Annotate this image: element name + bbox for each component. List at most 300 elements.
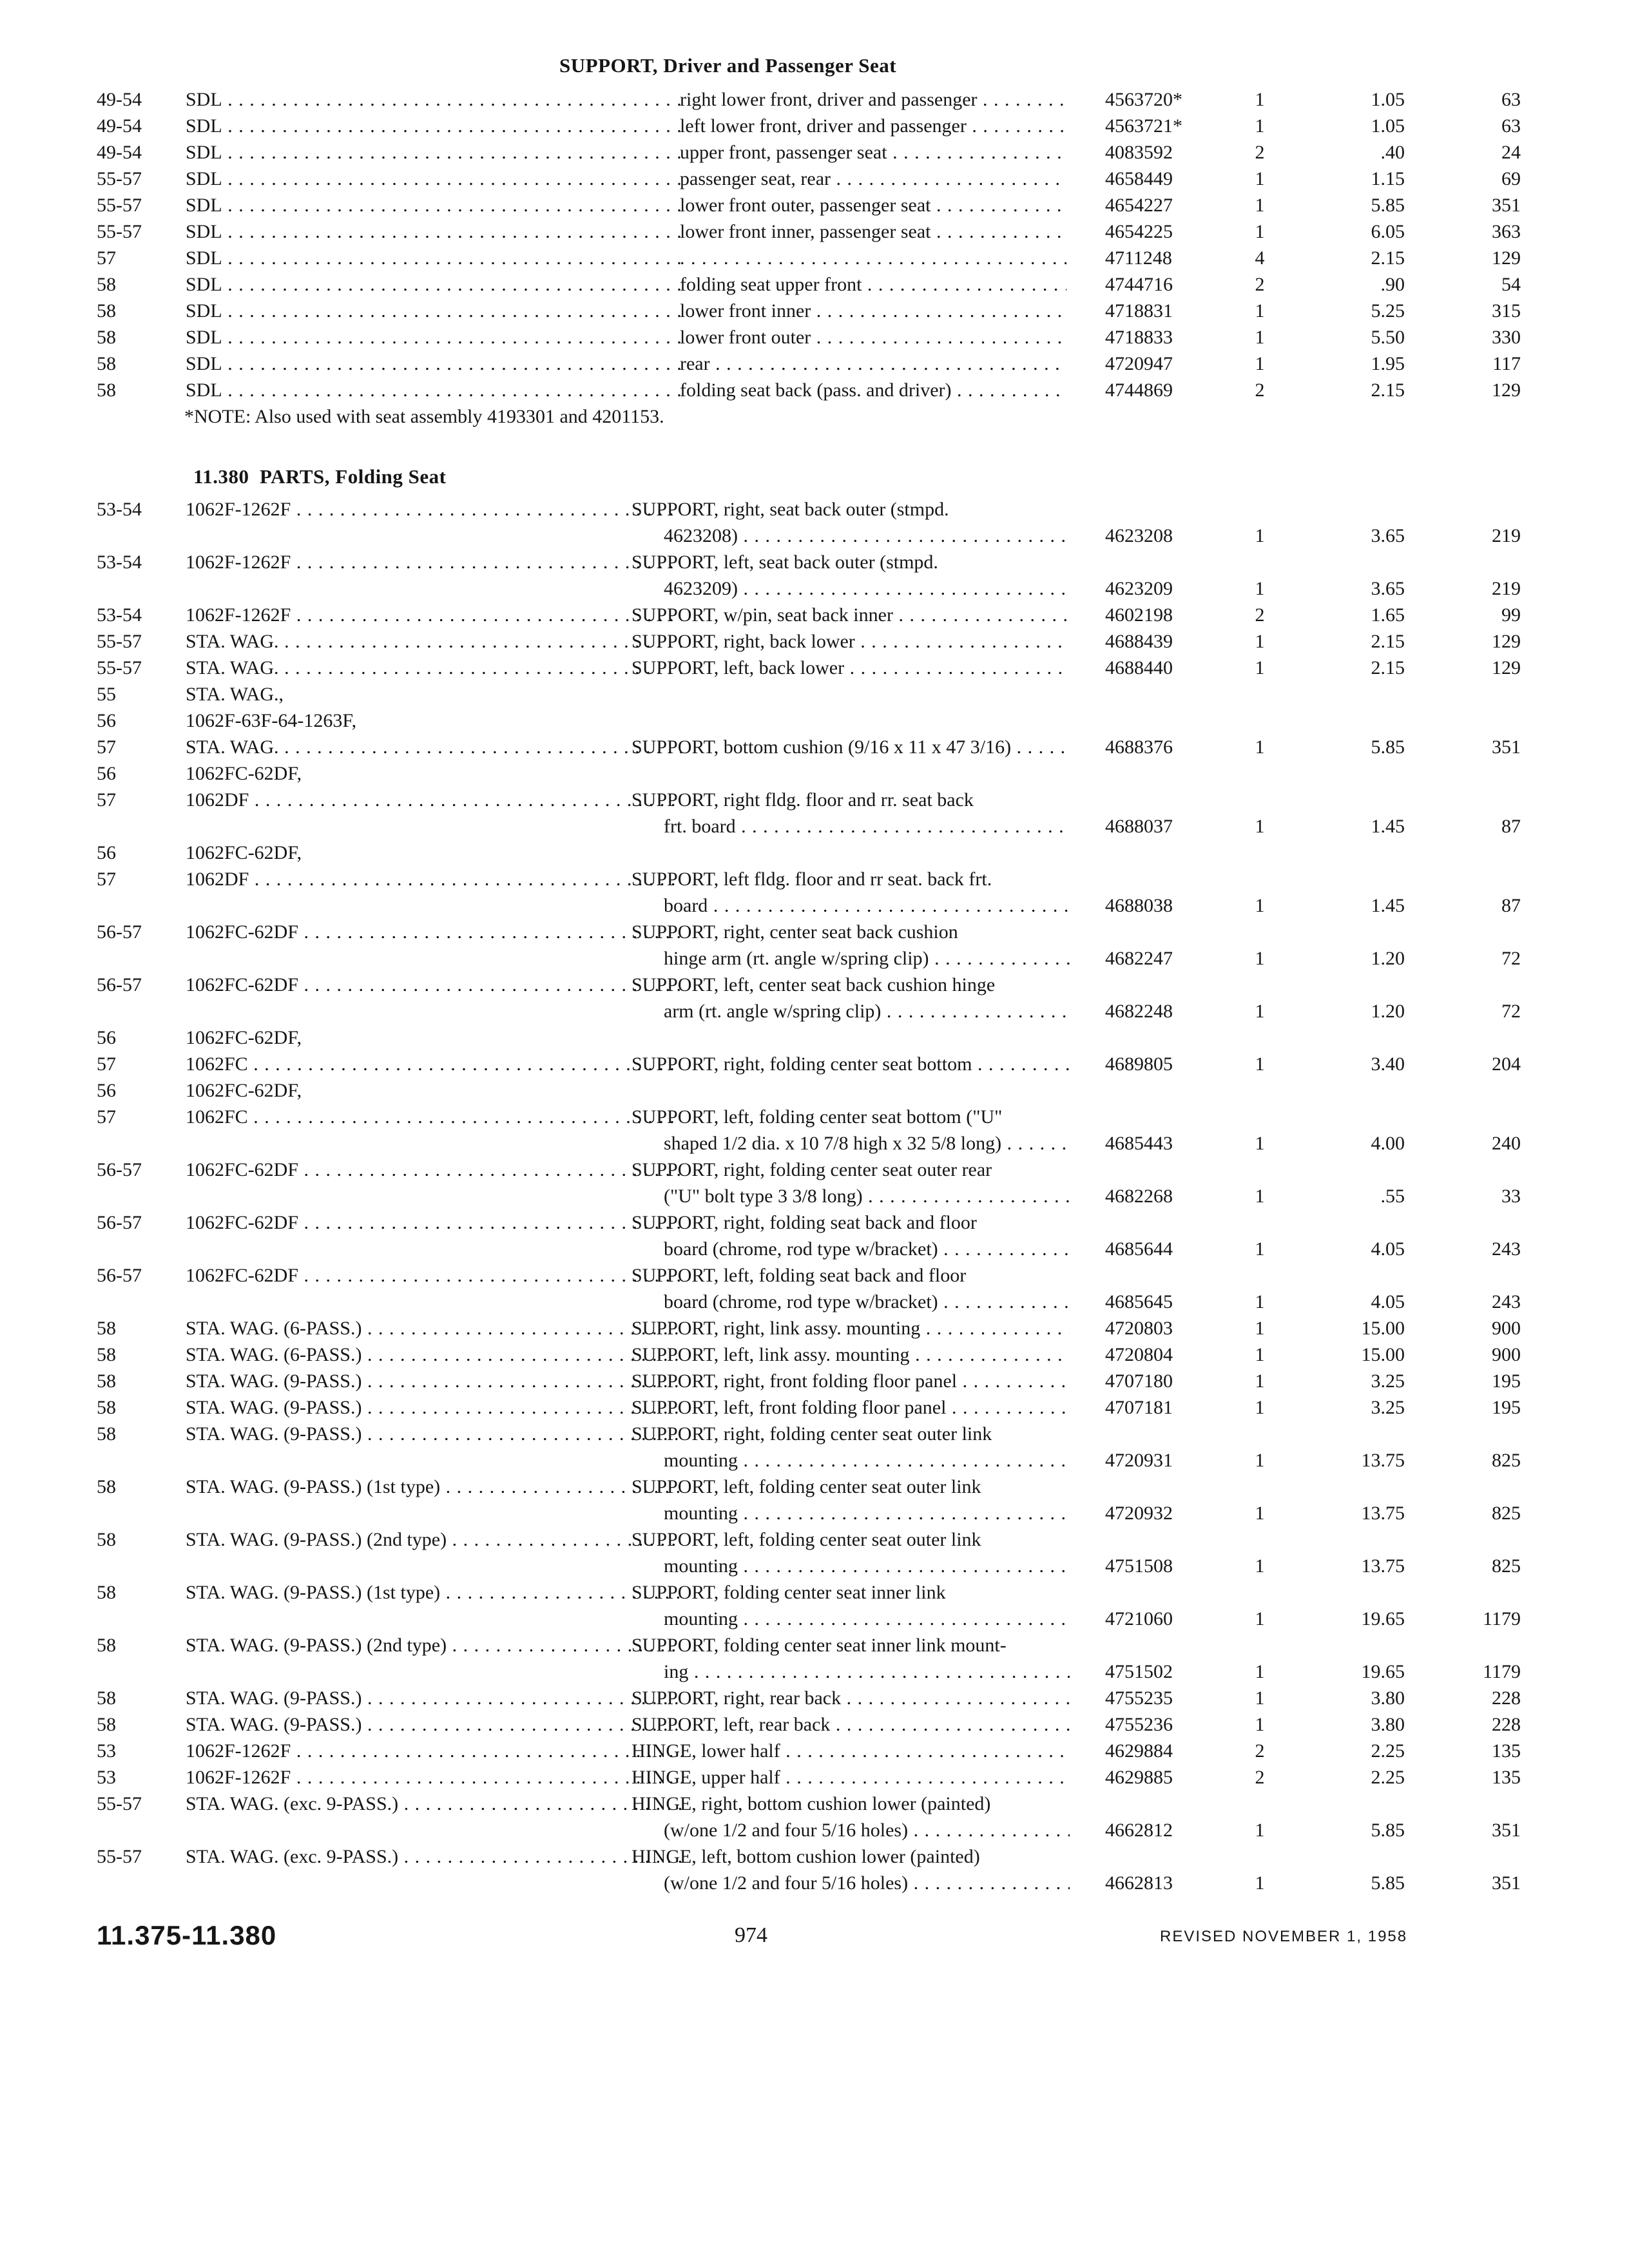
part-number: 4629884 [1105,1740,1173,1762]
table-row [97,1209,1456,1236]
body-model: 1062DF . . . [186,866,682,892]
part-description: SUPPORT, left, center seat back cushion hinge [631,974,996,995]
table-row [97,139,1521,166]
body-model: SDL . . . [186,324,688,351]
part-number: 4718831 [1105,300,1173,322]
model-year: 53-54 [97,604,142,626]
part-number: 4563720* [1105,89,1182,110]
quantity: 1 [1255,1397,1265,1418]
model-year: 55 [97,684,116,705]
weight: 825 [1492,1555,1521,1577]
table-row [97,681,1456,707]
part-description: SUPPORT, right fldg. floor and rr. seat back [631,789,974,811]
part-description: SUPPORT, left, back lower . . . [631,655,1070,681]
price: 5.25 [1371,300,1405,322]
model-year: 55-57 [97,1846,142,1867]
weight: 117 [1492,353,1521,374]
price: 1.20 [1371,1001,1405,1022]
table-row [97,1791,1456,1817]
price: 3.40 [1371,1053,1405,1075]
table-row [97,1579,1456,1606]
weight: 351 [1492,1820,1521,1841]
model-year: 56 [97,763,116,784]
quantity: 1 [1255,1872,1265,1894]
part-number: 4721060 [1105,1608,1173,1629]
body-model: 1062FC . . . [186,1051,682,1077]
price: 3.65 [1371,578,1405,599]
price: 4.05 [1371,1238,1405,1260]
model-year: 56-57 [97,1212,142,1233]
model-year: 57 [97,869,116,890]
part-number: 4658449 [1105,168,1173,189]
quantity: 2 [1255,604,1265,626]
body-model: SDL . . . [186,377,688,403]
table-row [97,813,1521,840]
model-year: 56-57 [97,1159,142,1180]
body-model: SDL . . . [186,351,688,377]
body-model: STA. WAG. (9-PASS.) . . . [186,1421,682,1447]
part-description: SUPPORT, left fldg. floor and rr seat. back frt. [631,869,992,890]
quantity: 1 [1255,631,1265,652]
part-number: 4685443 [1105,1133,1173,1154]
section-number: 11.380 [193,465,249,488]
part-number: 4662813 [1105,1872,1173,1894]
model-year: 57 [97,789,116,811]
model-year: 55-57 [97,631,142,652]
page-number: 974 [735,1923,767,1947]
price: 3.25 [1371,1370,1405,1392]
quantity: 1 [1255,1450,1265,1471]
part-number: 4707180 [1105,1370,1173,1392]
weight: 24 [1501,142,1521,163]
part-description: SUPPORT, left, link assy. mounting . . . [631,1341,1070,1368]
weight: 87 [1501,816,1521,837]
model-year: 58 [97,1344,116,1365]
part-description: board (chrome, rod type w/bracket) . . . [664,1236,1070,1262]
table-row [97,1738,1521,1764]
table-row [97,245,1521,271]
quantity: 1 [1255,353,1265,374]
part-description: SUPPORT, left, folding center seat outer link [631,1529,981,1550]
model-year: 58 [97,300,116,322]
part-description: SUPPORT, folding center seat inner link mount- [631,1635,1007,1656]
table-row [97,1157,1456,1183]
part-description: ing . . . [664,1658,1070,1685]
model-year: 58 [97,1529,116,1550]
table-row [97,549,1456,575]
part-description: lower front inner, passenger seat . . . [680,218,1066,245]
model-year: 55-57 [97,195,142,216]
quantity: 1 [1255,948,1265,969]
price: 3.25 [1371,1397,1405,1418]
price: 15.00 [1361,1318,1405,1339]
table-row [97,655,1521,681]
body-model: 1062FC-62DF, [186,842,302,863]
weight: 351 [1492,736,1521,758]
support-parts-table [97,86,1521,403]
model-year: 55-57 [97,657,142,678]
footnote: *NOTE: Also used with seat assembly 4193301 and 4201153. [184,406,664,427]
body-model: 1062FC-62DF . . . [186,1157,682,1183]
price: .55 [1380,1186,1405,1207]
body-model: 1062FC-62DF, [186,763,302,784]
weight: 129 [1492,631,1521,652]
price: 1.65 [1371,604,1405,626]
model-year: 56 [97,842,116,863]
body-model: SDL . . . [186,113,688,139]
part-description: SUPPORT, left, folding center seat bottom ("U" [631,1106,1003,1128]
body-model: 1062F-1262F . . . [186,1764,682,1791]
table-row [97,1817,1521,1843]
weight: 219 [1492,578,1521,599]
body-model: SDL . . . [186,166,688,192]
price: 13.75 [1361,1555,1405,1577]
table-row [97,1658,1521,1685]
table-row [97,166,1521,192]
part-description: SUPPORT, right, front folding floor panel . . . [631,1368,1070,1394]
body-model: STA. WAG. . . . [186,734,682,760]
part-number: 4563721* [1105,115,1182,137]
table-row [97,998,1521,1024]
quantity: 2 [1255,274,1265,295]
price: 5.85 [1371,1820,1405,1841]
table-row [97,919,1456,945]
part-number: 4682247 [1105,948,1173,969]
part-number: 4720947 [1105,353,1173,374]
table-row [97,86,1521,113]
part-description: SUPPORT, right, folding center seat outer rear [631,1159,992,1180]
section-title-support: SUPPORT, Driver and Passenger Seat [559,54,897,77]
table-row [97,575,1521,602]
quantity: 1 [1255,195,1265,216]
part-number: 4602198 [1105,604,1173,626]
weight: 135 [1492,1740,1521,1762]
weight: 330 [1492,327,1521,348]
price: 19.65 [1361,1608,1405,1629]
revision-date: REVISED NOVEMBER 1, 1958 [1160,1928,1408,1945]
quantity: 2 [1255,1740,1265,1762]
weight: 825 [1492,1503,1521,1524]
part-number: 4755236 [1105,1714,1173,1735]
part-number: 4685644 [1105,1238,1173,1260]
price: 13.75 [1361,1450,1405,1471]
part-description: rear . . . [680,351,1066,377]
quantity: 1 [1255,1238,1265,1260]
weight: 129 [1492,247,1521,269]
model-year: 58 [97,1423,116,1445]
table-row [97,734,1521,760]
body-model: SDL . . . [186,218,688,245]
part-number: 4720803 [1105,1318,1173,1339]
table-row [97,1341,1521,1368]
weight: 69 [1501,168,1521,189]
table-row [97,1183,1521,1209]
weight: 72 [1501,1001,1521,1022]
body-model: 1062FC-62DF, [186,1027,302,1048]
body-model: 1062DF . . . [186,787,682,813]
part-description: mounting . . . [664,1606,1070,1632]
folding-seat-parts-table [97,496,1521,1896]
model-year: 57 [97,247,116,269]
table-row [97,760,1456,787]
weight: 195 [1492,1370,1521,1392]
body-model: 1062F-1262F . . . [186,1738,682,1764]
body-model: STA. WAG. (9-PASS.) . . . [186,1711,682,1738]
model-year: 53 [97,1767,116,1788]
part-number: 4623209 [1105,578,1173,599]
price: 3.65 [1371,525,1405,546]
part-description: shaped 1/2 dia. x 10 7/8 high x 32 5/8 long) . . . [664,1130,1070,1157]
part-description: 4623208) . . . [664,523,1070,549]
model-year: 49-54 [97,115,142,137]
price: 4.05 [1371,1291,1405,1312]
table-row [97,1870,1521,1896]
price: 1.05 [1371,89,1405,110]
quantity: 1 [1255,1503,1265,1524]
part-description: (w/one 1/2 and four 5/16 holes) . . . [664,1870,1070,1896]
table-row [97,271,1521,298]
model-year: 56-57 [97,974,142,995]
weight: 825 [1492,1450,1521,1471]
body-model: STA. WAG. (9-PASS.) (1st type) . . . [186,1474,682,1500]
weight: 63 [1501,89,1521,110]
weight: 228 [1492,1687,1521,1709]
part-description: mounting . . . [664,1447,1070,1474]
body-model: 1062FC-62DF . . . [186,972,682,998]
quantity: 1 [1255,1820,1265,1841]
model-year: 57 [97,1106,116,1128]
body-model: STA. WAG. (9-PASS.) (1st type) . . . [186,1579,682,1606]
body-model: 1062F-1262F . . . [186,496,682,523]
part-number: 4688038 [1105,895,1173,916]
model-year: 56 [97,1080,116,1101]
body-model: SDL . . . [186,298,688,324]
table-row [97,377,1521,403]
table-row [97,1077,1456,1104]
table-row [97,1104,1456,1130]
table-row [97,1843,1456,1870]
part-description: SUPPORT, right, folding center seat bottom . . . [631,1051,1070,1077]
part-number: 4083592 [1105,142,1173,163]
part-description: lower front outer . . . [680,324,1066,351]
table-row [97,1024,1456,1051]
body-model: 1062FC-62DF, [186,1080,302,1101]
price: 2.15 [1371,247,1405,269]
quantity: 2 [1255,1767,1265,1788]
table-row [97,218,1521,245]
price: 2.15 [1371,657,1405,678]
body-model: STA. WAG. (6-PASS.) . . . [186,1315,682,1341]
body-model: 1062F-1262F . . . [186,549,682,575]
part-description: folding seat back (pass. and driver) . . . [680,377,1066,403]
part-number: 4688037 [1105,816,1173,837]
price: 6.05 [1371,221,1405,242]
part-number: 4720932 [1105,1503,1173,1524]
table-row [97,1236,1521,1262]
body-model: SDL . . . [186,245,688,271]
model-year: 53-54 [97,552,142,573]
part-description: passenger seat, rear . . . [680,166,1066,192]
table-row [97,602,1521,628]
quantity: 1 [1255,89,1265,110]
model-year: 55-57 [97,221,142,242]
model-year: 58 [97,1687,116,1709]
table-row [97,1632,1456,1658]
quantity: 1 [1255,1291,1265,1312]
weight: 363 [1492,221,1521,242]
quantity: 4 [1255,247,1265,269]
price: 1.95 [1371,353,1405,374]
footer-section-range: 11.375-11.380 [97,1920,277,1950]
part-description: HINGE, upper half . . . [631,1764,1070,1791]
model-year: 53 [97,1740,116,1762]
part-number: 4744869 [1105,380,1173,401]
part-number: 4707181 [1105,1397,1173,1418]
weight: 315 [1492,300,1521,322]
part-number: 4623208 [1105,525,1173,546]
part-description: mounting . . . [664,1553,1070,1579]
table-row [97,1051,1521,1077]
part-description: SUPPORT, bottom cushion (9/16 x 11 x 47 3/16) . . . [631,734,1070,760]
price: 15.00 [1361,1344,1405,1365]
part-number: 4629885 [1105,1767,1173,1788]
table-row [97,945,1521,972]
part-description: frt. board . . . [664,813,1070,840]
model-year: 57 [97,1053,116,1075]
quantity: 1 [1255,895,1265,916]
weight: 33 [1501,1186,1521,1207]
table-row [97,351,1521,377]
part-description: SUPPORT, right, back lower . . . [631,628,1070,655]
part-number: 4751502 [1105,1661,1173,1682]
table-row [97,1685,1521,1711]
part-number: 4755235 [1105,1687,1173,1709]
price: 19.65 [1361,1661,1405,1682]
table-row [97,972,1456,998]
body-model: 1062FC . . . [186,1104,682,1130]
weight: 219 [1492,525,1521,546]
model-year: 58 [97,1582,116,1603]
part-number: 4654227 [1105,195,1173,216]
model-year: 56-57 [97,1265,142,1286]
part-description: SUPPORT, left, rear back . . . [631,1711,1070,1738]
body-model: STA. WAG. (9-PASS.) . . . [186,1685,682,1711]
quantity: 1 [1255,525,1265,546]
weight: 54 [1501,274,1521,295]
price: 2.25 [1371,1740,1405,1762]
weight: 204 [1492,1053,1521,1075]
body-model: 1062FC-62DF . . . [186,1262,682,1289]
part-description: folding seat upper front . . . [680,271,1066,298]
model-year: 58 [97,1635,116,1656]
price: 2.15 [1371,631,1405,652]
price: 5.85 [1371,736,1405,758]
section-title-folding-seat [193,465,447,488]
part-number: 4688376 [1105,736,1173,758]
price: 3.80 [1371,1687,1405,1709]
part-description: SUPPORT, left, folding center seat outer link [631,1476,981,1497]
quantity: 2 [1255,380,1265,401]
body-model: SDL . . . [186,139,688,166]
part-number: 4720804 [1105,1344,1173,1365]
body-model: STA. WAG. (6-PASS.) . . . [186,1341,682,1368]
weight: 195 [1492,1397,1521,1418]
model-year: 49-54 [97,142,142,163]
table-row [97,1262,1456,1289]
body-model: STA. WAG. . . . [186,628,682,655]
price: .40 [1380,142,1405,163]
weight: 1179 [1483,1661,1521,1682]
table-row [97,1130,1521,1157]
table-row [97,1289,1521,1315]
body-model: 1062F-1262F . . . [186,602,682,628]
table-row [97,1711,1521,1738]
part-number: 4688439 [1105,631,1173,652]
table-row [97,523,1521,549]
model-year: 56 [97,710,116,731]
table-row [97,840,1456,866]
table-row [97,1526,1456,1553]
part-number: 4718833 [1105,327,1173,348]
model-year: 58 [97,274,116,295]
model-year: 55-57 [97,168,142,189]
weight: 243 [1492,1238,1521,1260]
body-model: 1062FC-62DF . . . [186,919,682,945]
part-number: 4662812 [1105,1820,1173,1841]
part-description: board . . . [664,892,1070,919]
quantity: 1 [1255,1714,1265,1735]
price: 2.25 [1371,1767,1405,1788]
quantity: 1 [1255,1344,1265,1365]
table-row [97,1553,1521,1579]
body-model: STA. WAG. (exc. 9-PASS.) . . . [186,1843,682,1870]
quantity: 1 [1255,1555,1265,1577]
table-row [97,113,1521,139]
table-row [97,1764,1521,1791]
price: 1.45 [1371,816,1405,837]
table-row [97,1315,1521,1341]
quantity: 1 [1255,115,1265,137]
body-model: STA. WAG. (exc. 9-PASS.) . . . [186,1791,682,1817]
part-description: (w/one 1/2 and four 5/16 holes) . . . [664,1817,1070,1843]
part-number: 4654225 [1105,221,1173,242]
price: 13.75 [1361,1503,1405,1524]
part-number: 4744716 [1105,274,1173,295]
table-row [97,1474,1456,1500]
body-model: 1062FC-62DF . . . [186,1209,682,1236]
part-number: 4682268 [1105,1186,1173,1207]
quantity: 1 [1255,1370,1265,1392]
price: 1.20 [1371,948,1405,969]
weight: 240 [1492,1133,1521,1154]
weight: 129 [1492,657,1521,678]
part-description: 4623209) . . . [664,575,1070,602]
weight: 243 [1492,1291,1521,1312]
model-year: 58 [97,353,116,374]
table-row [97,192,1521,218]
part-description: HINGE, lower half . . . [631,1738,1070,1764]
body-model: STA. WAG. (9-PASS.) . . . [186,1394,682,1421]
quantity: 1 [1255,1001,1265,1022]
part-description: SUPPORT, left, seat back outer (stmpd. [631,552,938,573]
price: 2.15 [1371,380,1405,401]
weight: 900 [1492,1318,1521,1339]
price: 1.15 [1371,168,1405,189]
body-model: 1062F-63F-64-1263F, [186,710,357,731]
weight: 129 [1492,380,1521,401]
part-description [680,245,1066,271]
table-row [97,1447,1521,1474]
